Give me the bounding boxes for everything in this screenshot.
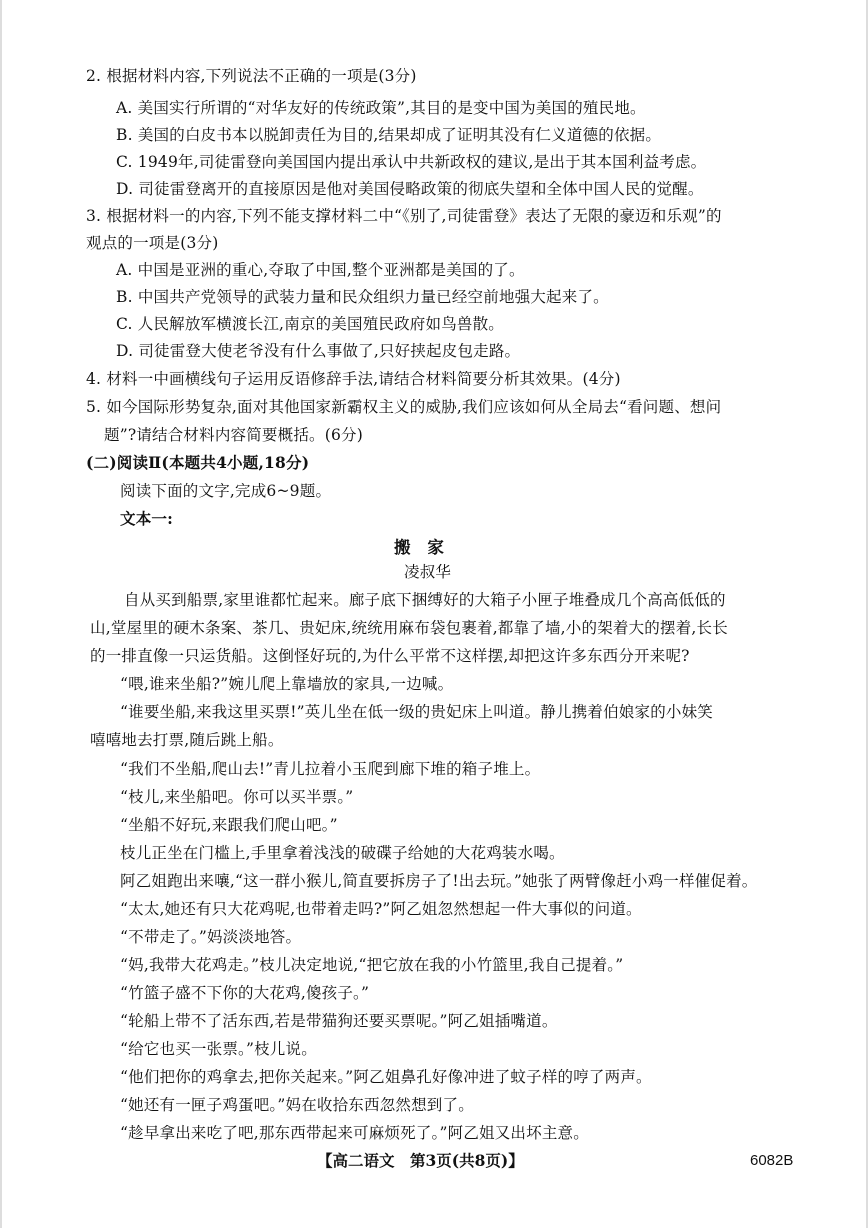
story-line: 山,堂屋里的硬木条案、茶几、贵妃床,统统用麻布袋包裹着,都靠了墙,小的架着大的摆着,长长	[90, 619, 728, 637]
story-line: “轮船上带不了活东西,若是带猫狗还要买票呢。”阿乙姐插嘴道。	[120, 1012, 558, 1030]
question-2-option-b: B. 美国的白皮书本以脱卸责任为目的,结果却成了证明其没有仁义道德的依据。	[116, 126, 662, 144]
question-3-option-d: D. 司徒雷登大使老爷没有什么事做了,只好挟起皮包走路。	[116, 342, 521, 360]
question-2-stem: 2. 根据材料内容,下列说法不正确的一项是(3分)	[86, 67, 417, 85]
story-line: “喂,谁来坐船?”婉儿爬上靠墙放的家具,一边喊。	[120, 675, 454, 693]
question-2-option-d: D. 司徒雷登离开的直接原因是他对美国侵略政策的彻底失望和全体中国人民的觉醒。	[116, 180, 704, 198]
story-line: “他们把你的鸡拿去,把你关起来。”阿乙姐鼻孔好像冲进了蚊子样的哼了两声。	[120, 1068, 652, 1086]
story-line: “坐船不好玩,来跟我们爬山吧。”	[120, 816, 338, 834]
story-line: 枝儿正坐在门槛上,手里拿着浅浅的破碟子给她的大花鸡装水喝。	[120, 844, 565, 862]
story-line: 阿乙姐跑出来嚷,“这一群小猴儿,简直要拆房子了!出去玩。”她张了两臂像赶小鸡一样催促着。	[120, 872, 758, 890]
question-3-option-c: C. 人民解放军横渡长江,南京的美国殖民政府如鸟兽散。	[116, 315, 504, 333]
story-line: 的一排直像一只运货船。这倒怪好玩的,为什么平常不这样摆,却把这许多东西分开来呢?	[90, 647, 690, 665]
story-line: “妈,我带大花鸡走。”枝儿决定地说,“把它放在我的小竹篮里,我自己提着。”	[120, 956, 624, 974]
question-3-stem-line2: 观点的一项是(3分)	[86, 234, 219, 252]
question-3-stem-line1: 3. 根据材料一的内容,下列不能支撑材料二中“《别了,司徒雷登》表达了无限的豪迈和乐观”的	[86, 207, 722, 225]
question-4: 4. 材料一中画横线句子运用反语修辞手法,请结合材料简要分析其效果。(4分)	[86, 370, 621, 388]
question-2-option-a: A. 美国实行所谓的“对华友好的传统政策”,其目的是变中国为美国的殖民地。	[116, 99, 646, 117]
section-instruction: 阅读下面的文字,完成6~9题。	[120, 482, 332, 500]
story-line: 嘻嘻地去打票,随后跳上船。	[90, 731, 284, 749]
question-5-line1: 5. 如今国际形势复杂,面对其他国家新霸权主义的威胁,我们应该如何从全局去“看问题、想问	[86, 398, 722, 416]
footer-exam-code: 6082B	[750, 1152, 794, 1169]
story-line: “竹篮子盛不下你的大花鸡,傻孩子。”	[120, 984, 370, 1002]
question-5-line2: 题”?请结合材料内容简要概括。(6分)	[104, 426, 363, 444]
story-author: 凌叔华	[404, 563, 452, 581]
story-title: 搬 家	[394, 538, 445, 557]
section-heading: (二)阅读Ⅱ(本题共4小题,18分)	[86, 453, 310, 472]
story-line: “我们不坐船,爬山去!”青儿拉着小玉爬到廊下堆的箱子堆上。	[120, 760, 541, 778]
story-line: “太太,她还有只大花鸡呢,也带着走吗?”阿乙姐忽然想起一件大事似的问道。	[120, 900, 642, 918]
question-3-option-b: B. 中国共产党领导的武装力量和民众组织力量已经空前地强大起来了。	[116, 288, 609, 306]
text-label: 文本一:	[120, 509, 174, 528]
story-line: “谁要坐船,来我这里买票!”英儿坐在低一级的贵妃床上叫道。静儿携着伯娘家的小妹笑	[120, 703, 714, 721]
footer-page-info: 【高二语文 第3页(共8页)】	[317, 1151, 524, 1170]
story-line: “趁早拿出来吃了吧,那东西带起来可麻烦死了。”阿乙姐又出坏主意。	[120, 1124, 589, 1142]
question-3-option-a: A. 中国是亚洲的重心,夺取了中国,整个亚洲都是美国的了。	[116, 261, 525, 279]
story-line: 自从买到船票,家里谁都忙起来。廊子底下捆缚好的大箱子小匣子堆叠成几个高高低低的	[124, 591, 726, 609]
story-line: “枝儿,来坐船吧。你可以买半票。”	[120, 788, 354, 806]
story-line: “给它也买一张票。”枝儿说。	[120, 1040, 317, 1058]
story-line: “不带走了。”妈淡淡地答。	[120, 928, 302, 946]
question-2-option-c: C. 1949年,司徒雷登向美国国内提出承认中共新政权的建议,是出于其本国利益考虑。	[116, 153, 707, 171]
story-line: “她还有一匣子鸡蛋吧。”妈在收拾东西忽然想到了。	[120, 1096, 474, 1114]
